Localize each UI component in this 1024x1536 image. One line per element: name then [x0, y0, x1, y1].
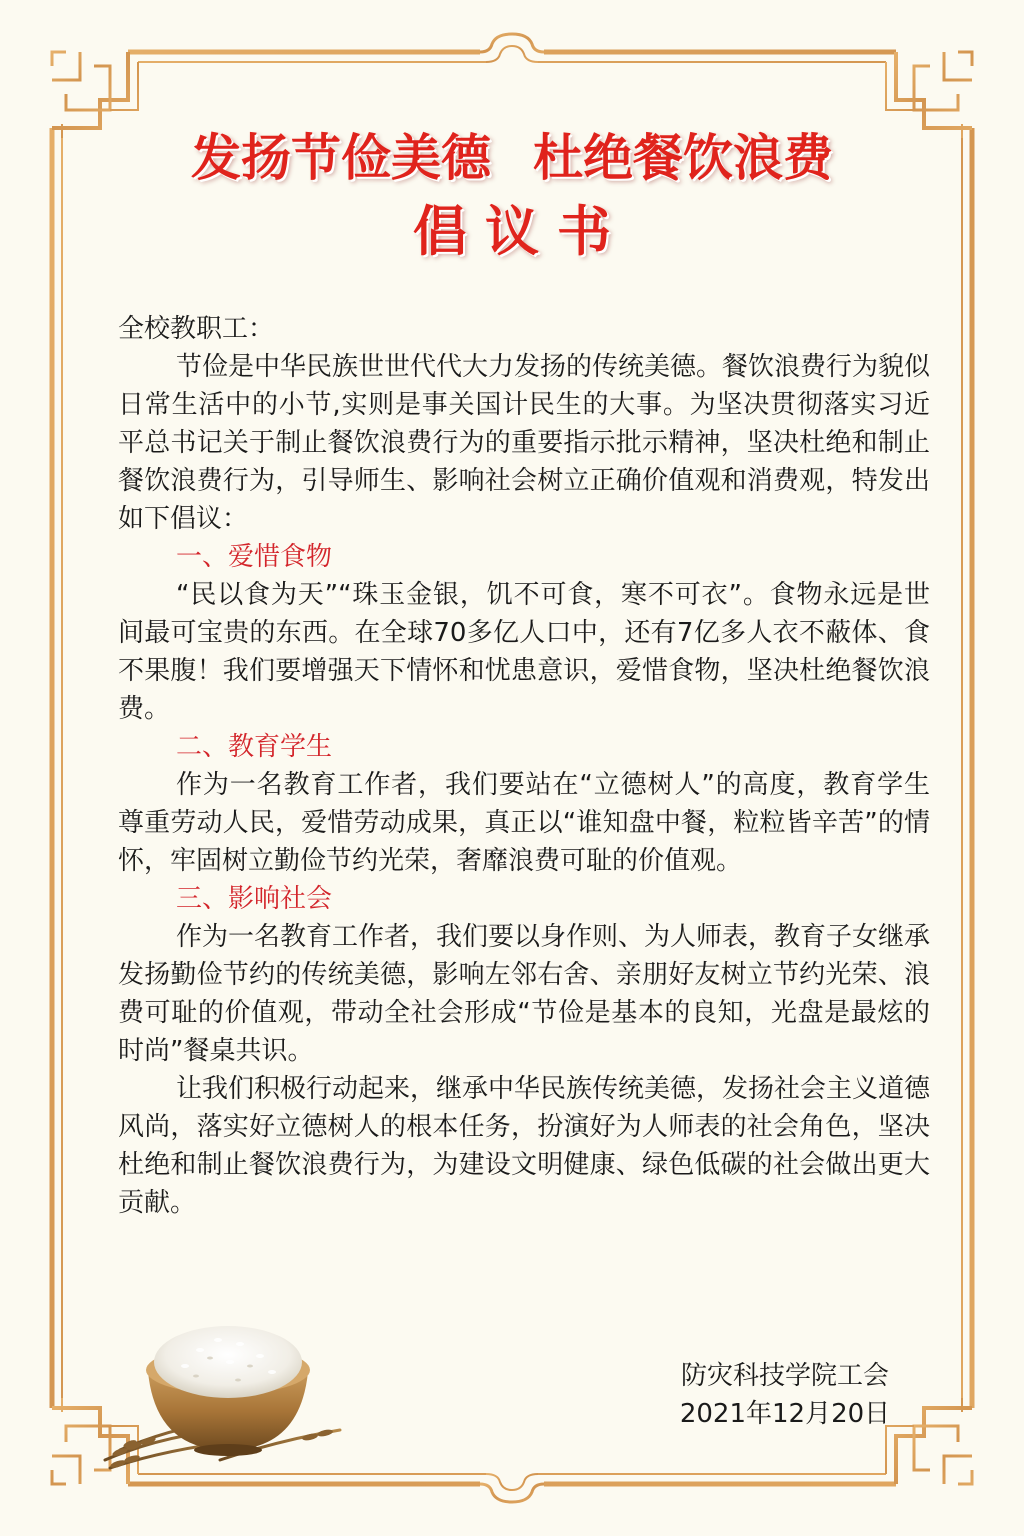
closing-paragraph: 让我们积极行动起来，继承中华民族传统美德，发扬社会主义道德风尚，落实好立德树人的根本任务，扮演好为人师表的社会角色，坚决杜绝和制止餐饮浪费行为，为建设文明健康、绿色低碳的社会做出更大贡献。 — [118, 1074, 931, 1218]
section-3-heading: 三、影响社会 — [176, 884, 333, 914]
signature-date: 2021年12月20日 — [679, 1399, 891, 1429]
section-1-heading: 一、爱惜食物 — [176, 542, 333, 572]
signature-block — [640, 1357, 930, 1433]
intro-paragraph: 节俭是中华民族世世代代大力发扬的传统美德。餐饮浪费行为貌似日常生活中的小节,实则是事关国计民生的大事。为坚决贯彻落实习近平总书记关于制止餐饮浪费行为的重要指示批示精神，坚决杜绝和制止餐饮浪费行为，引导师生、影响社会树立正确价值观和消费观，特发出如下倡议： — [118, 352, 931, 534]
section-1-paragraph: “民以食为天”“珠玉金银，饥不可食，寒不可衣”。食物永远是世间最可宝贵的东西。在全球70多亿人口中，还有7亿多人衣不蔽体、食不果腹！我们要增强天下情怀和忧患意识，爱惜食物，坚决杜绝餐饮浪费。 — [118, 580, 930, 724]
section-2-heading: 二、教育学生 — [176, 732, 333, 762]
section-2-paragraph: 作为一名教育工作者，我们要站在“立德树人”的高度，教育学生尊重劳动人民，爱惜劳动成果，真正以“谁知盘中餐，粒粒皆辛苦”的情怀，牢固树立勤俭节约光荣，奢靡浪费可耻的价值观。 — [118, 770, 930, 876]
greeting: 全校教职工： — [118, 314, 275, 344]
document-body — [118, 310, 930, 1222]
section-3-paragraph: 作为一名教育工作者，我们要以身作则、为人师表，教育子女继承发扬勤俭节约的传统美德，影响左邻右舍、亲朋好友树立节约光荣、浪费可耻的价值观，带动全社会形成“节俭是基本的良知，光盘是最炫的时尚”餐桌共识。 — [118, 922, 931, 1066]
title-part-2: 杜绝餐饮浪费 — [533, 129, 833, 187]
rice-bowl-icon — [100, 1300, 350, 1475]
page-title — [0, 128, 1024, 188]
signature-organization: 防灾科技学院工会 — [680, 1361, 889, 1391]
page-subtitle: 倡议书 — [413, 200, 629, 263]
title-part-1: 发扬节俭美德 — [191, 129, 491, 187]
